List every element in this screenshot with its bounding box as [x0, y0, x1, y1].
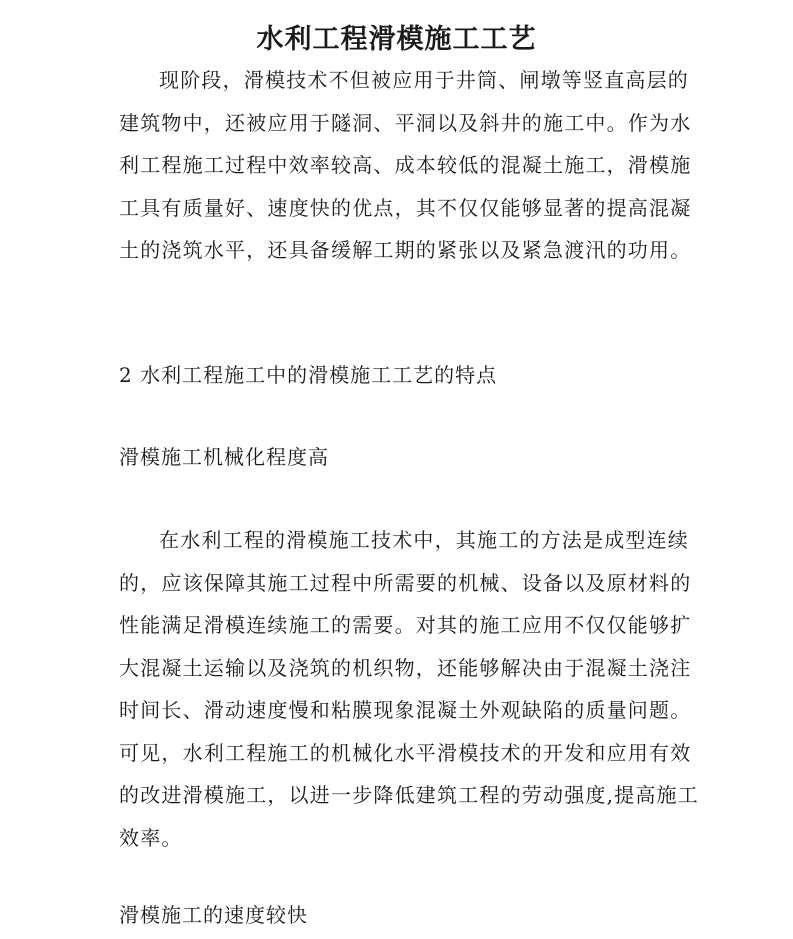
intro-paragraph: 现阶段，滑模技术不但被应用于井筒、闸墩等竖直高层的建筑物中，还被应用于隧洞、平洞以及斜井的施工中。作为水利工程施工过程中效率较高、成本较低的混凝土施工，滑模施工具有质量好、速度快的优点，其不仅仅能够显著的提高混凝土的浇筑水平，还具备缓解工期的紧张以及紧急渡汛的功用。 — [119, 68, 692, 262]
mechanization-paragraph: 在水利工程的滑模施工技术中，其施工的方法是成型连续的，应该保障其施工过程中所需要的机械、设备以及原材料的性能满足滑模连续施工的需要。对其的施工应用不仅仅能够扩大混凝土运输以及浇筑的机织物，还能够解决由于混凝土浇注时间长、滑动速度慢和粘膜现象混凝土外观缺陷的质量问题。可见，水利工程施工的机械化水平滑模技术的开发和应用有效的改进滑模施工，以进一步降低建筑工程的劳动强度,提高施工效率。 — [119, 528, 699, 850]
section-heading: 2 水利工程施工中的滑模施工工艺的特点 — [119, 363, 498, 387]
subheading-speed: 滑模施工的速度较快 — [119, 903, 308, 927]
subheading-mechanization: 滑模施工机械化程度高 — [119, 445, 329, 469]
page-title: 水利工程滑模施工工艺 — [256, 24, 537, 55]
